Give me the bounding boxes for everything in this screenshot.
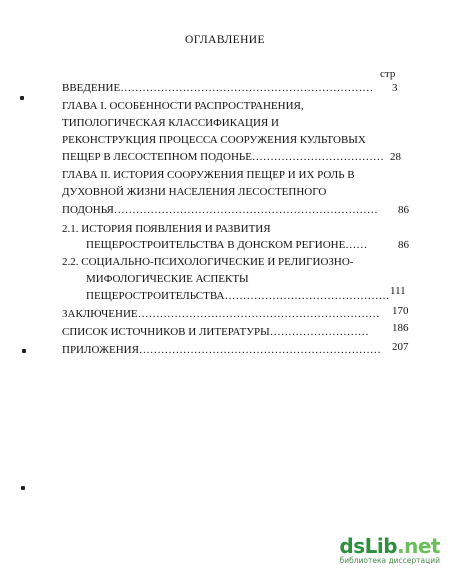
toc-entry-chapter-1-line: РЕКОНСТРУКЦИЯ ПРОЦЕССА СООРУЖЕНИЯ КУЛЬТОВЫХ: [62, 134, 366, 146]
toc-page-number: 186: [392, 322, 409, 334]
toc-page-number: 86: [398, 204, 409, 216]
toc-entry-references: СПИСОК ИСТОЧНИКОВ И ЛИТЕРАТУРЫ………………………: [62, 326, 369, 338]
toc-entry-section-2-2: 2.2. СОЦИАЛЬНО-ПСИХОЛОГИЧЕСКИЕ И РЕЛИГИОЗНО-: [62, 256, 354, 268]
toc-entry-section-2-2-line: МИФОЛОГИЧЕСКИЕ АСПЕКТЫ: [86, 273, 249, 285]
toc-entry-appendices: ПРИЛОЖЕНИЯ…………………………………………………………: [62, 344, 381, 356]
toc-page-number: 28: [390, 151, 401, 163]
watermark-logo: [339, 534, 440, 558]
watermark-logo-suffix: .net: [397, 534, 440, 558]
toc-entry-section-2-1: 2.1. ИСТОРИЯ ПОЯВЛЕНИЯ И РАЗВИТИЯ: [62, 223, 271, 235]
toc-page-number: 3: [392, 82, 398, 94]
toc-entry-chapter-2-line: ДУХОВНОЙ ЖИЗНИ НАСЕЛЕНИЯ ЛЕСОСТЕПНОГО: [62, 186, 327, 198]
toc-page-number: 111: [390, 285, 406, 297]
watermark-tagline: библиотека диссертаций: [339, 556, 440, 565]
page-column-label: стр: [380, 68, 396, 80]
toc-entry-chapter-2: ГЛАВА II. ИСТОРИЯ СООРУЖЕНИЯ ПЕЩЕР И ИХ РОЛЬ В: [62, 169, 355, 181]
toc-entry-introduction: ВВЕДЕНИЕ……………………………………………………………: [62, 82, 374, 94]
toc-entry-chapter-2-line: ПОДОНЬЯ………………………………………………………………: [62, 204, 378, 216]
scan-mark: [21, 486, 25, 490]
toc-entry-section-2-1-line: ПЕЩЕРОСТРОИТЕЛЬСТВА В ДОНСКОМ РЕГИОНЕ……: [86, 239, 368, 251]
toc-entry-section-2-2-line: ПЕЩЕРОСТРОИТЕЛЬСТВА………………………………………: [86, 290, 390, 302]
toc-page-number: 86: [398, 239, 409, 251]
page-title: ОГЛАВЛЕНИЕ: [185, 34, 265, 46]
scan-mark: [20, 96, 24, 100]
toc-page-number: 170: [392, 305, 409, 317]
toc-entry-conclusion: ЗАКЛЮЧЕНИЕ…………………………………………………………: [62, 308, 380, 320]
toc-page-number: 207: [392, 341, 409, 353]
toc-entry-chapter-1-line: ТИПОЛОГИЧЕСКАЯ КЛАССИФИКАЦИЯ И: [62, 117, 279, 129]
scan-mark: [22, 349, 26, 353]
toc-entry-chapter-1-line: ПЕЩЕР В ЛЕСОСТЕПНОМ ПОДОНЬЕ………………………………: [62, 151, 384, 163]
watermark: [328, 534, 440, 568]
toc-entry-chapter-1: ГЛАВА I. ОСОБЕННОСТИ РАСПРОСТРАНЕНИЯ,: [62, 100, 304, 112]
watermark-logo-main: dsLib: [339, 534, 398, 558]
